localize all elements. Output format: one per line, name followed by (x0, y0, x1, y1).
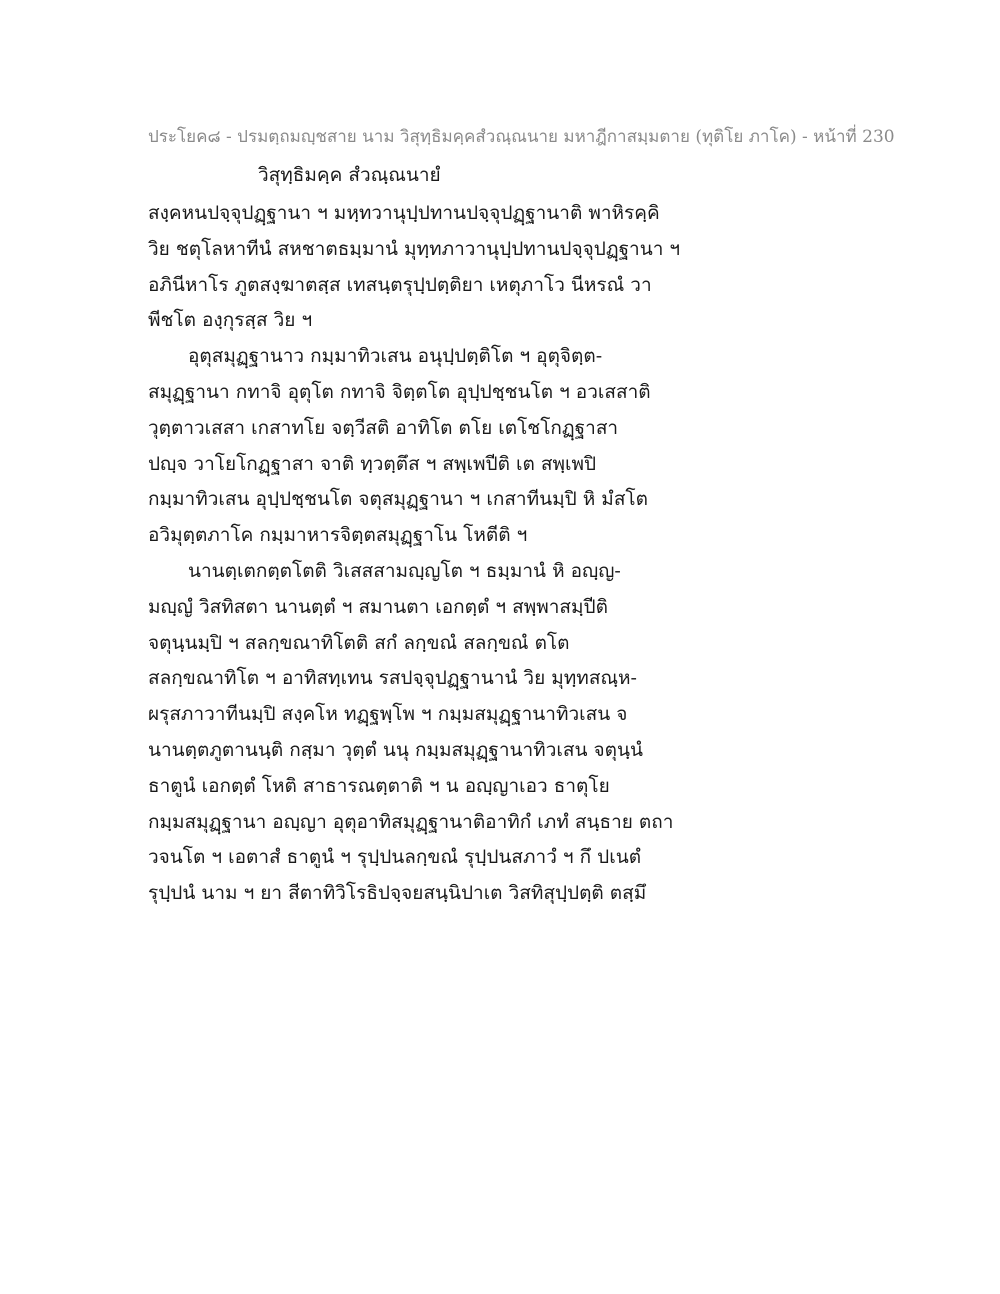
text-line: ปญฺจ วาโยโกฏฺฐาสา จาติ ทฺวตฺตึส ฯ สพฺเพปีติ เต สพฺเพปิ (148, 452, 597, 475)
text-line: ผรุสภาวาทีนมฺปิ สงฺคโห ทฏฺฐพฺโพ ฯ กมฺมสมุฏฺฐานาทิวเสน จ (148, 703, 628, 726)
text-line: วจนโต ฯ เอตาสํ ธาตูนํ ฯ รุปฺปนลกฺขณํ รุปฺปนสภาวํ ฯ กึ ปเนตํ (148, 846, 642, 869)
paragraph-1 (148, 196, 708, 339)
text-line: นานตฺเตกตฺตโตติ วิเสสสามญฺญโต ฯ ธมฺมานํ หิ อญฺญ- (188, 559, 621, 582)
text-line: กมฺมสมุฏฺฐานา อญฺญา อุตุอาทิสมุฏฺฐานาติอาทิกํ เภทํ สนฺธาย ตถา (148, 810, 674, 833)
text-line: รุปฺปนํ นาม ฯ ยา สีตาทิวิโรธิปจฺจยสนฺนิปาเต วิสทิสุปฺปตฺติ ตสฺมึ (148, 882, 647, 905)
text-line: สมุฏฺฐานา กทาจิ อุตุโต กทาจิ จิตฺตโต อุปฺปชฺชนโต ฯ อวเสสาติ (148, 380, 651, 403)
running-header: ประโยค๘ - ปรมตฺถมญฺชสาย นาม วิสุทฺธิมคฺคสํวณฺณนาย มหาฎีกาสมฺมตาย (ทุติโย ภาโค) - หน้าที่ 230 (148, 127, 895, 147)
text-line: วุตฺตาวเสสา เกสาทโย จตฺวีสติ อาทิโต ตโย เตโชโกฏฺฐาสา (148, 416, 619, 439)
text-line: จตุนฺนมฺปิ ฯ สลกฺขณาทิโตติ สกํ ลกฺขณํ สลกฺขณํ ตโต (148, 631, 570, 654)
text-line: มญฺญํ วิสทิสตา นานตฺตํ ฯ สมานตา เอกตฺตํ ฯ สพฺพาสมฺปีติ (148, 595, 608, 618)
text-line: กมฺมาทิวเสน อุปฺปชฺชนโต จตุสมุฏฺฐานา ฯ เกสาทีนมฺปิ หิ มํสโต (148, 488, 648, 511)
text-line: อภินีหาโร ภูตสงฺฆาตสฺส เทสนฺตรุปฺปตฺติยา เหตุภาโว นีหรณํ วา (148, 273, 652, 296)
paragraph-3 (148, 554, 708, 912)
text-line: อวิมุตฺตภาโค กมฺมาหารจิตฺตสมุฏฺฐาโน โหตีติ ฯ (148, 524, 528, 547)
text-line: นานตฺตภูตานนฺติ กสฺมา วุตฺตํ นนุ กมฺมสมุฏฺฐานาทิวเสน จตุนฺนํ (148, 738, 643, 761)
paragraph-2 (148, 339, 708, 554)
text-line: อุตุสมุฏฺฐานาว กมฺมาทิวเสน อนุปฺปตฺติโต ฯ อุตุจิตฺต- (188, 345, 603, 368)
book-title: วิสุทฺธิมคฺค สํวณฺณนายํ (258, 164, 441, 186)
text-line: พีชโต องฺกุรสฺส วิย ฯ (148, 309, 313, 332)
text-line: วิย ชตุโลหาทีนํ สหชาตธมฺมานํ มุทฺทภาวานุปฺปทานปจฺจุปฏฺฐานา ฯ (148, 237, 681, 260)
text-line: สลกฺขณาทิโต ฯ อาทิสทฺเทน รสปจฺจุปฏฺฐานานํ วิย มุทฺทสณฺห- (148, 667, 637, 690)
body-text (148, 196, 708, 912)
text-line: ธาตูนํ เอกตฺตํ โหติ สาธารณตฺตาติ ฯ น อญฺญาเอว ธาตุโย (148, 774, 610, 797)
text-line: สงฺคหนปจฺจุปฏฺฐานา ฯ มหฺทวานุปฺปทานปจฺจุปฏฺฐานาติ พาหิรคฺคิ (148, 202, 660, 224)
